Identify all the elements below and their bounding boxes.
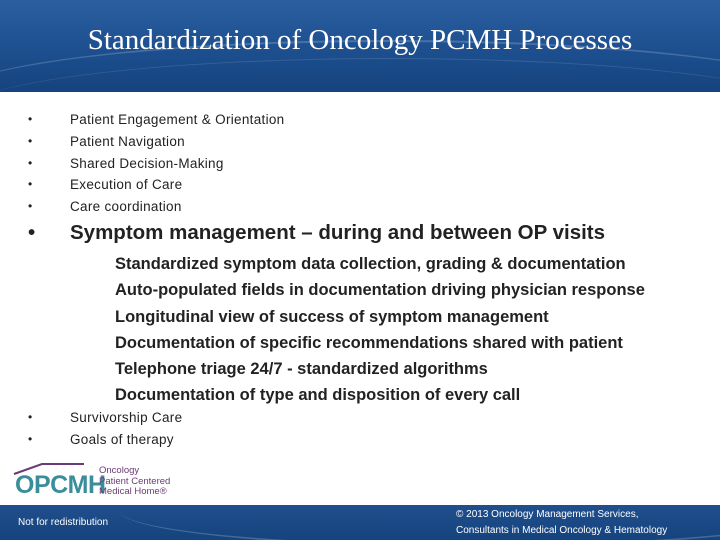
major-bullet xyxy=(28,221,605,245)
list-item: Longitudinal view of success of symptom management xyxy=(115,307,549,326)
bullet-icon: • xyxy=(28,177,33,192)
bullet-icon: • xyxy=(28,410,33,424)
copyright-text: © 2013 Oncology Management Services, Consultants in Medical Oncology & Hematology xyxy=(456,509,668,536)
bullet-icon: • xyxy=(28,133,33,148)
list-item: • Shared Decision-Making xyxy=(28,153,284,175)
list-item: Telephone triage 24/7 - standardized algorithms xyxy=(115,360,488,379)
list-item: • Execution of Care xyxy=(28,174,284,196)
bullet-icon: • xyxy=(28,221,36,244)
list-item: Standardized symptom data collection, grading & documentation xyxy=(115,255,626,273)
list-item: • Survivorship Care xyxy=(28,407,182,429)
logo-subtitle: Oncology Patient Centered Medical Home® xyxy=(99,465,171,497)
opcmh-logo xyxy=(12,462,192,502)
footer-bar xyxy=(0,505,720,540)
bullet-icon: • xyxy=(28,155,33,170)
symptom-sub-list xyxy=(115,251,645,409)
list-item: Auto-populated fields in documentation driving physician response xyxy=(115,281,645,300)
list-item: • Goals of therapy xyxy=(28,429,182,451)
list-item: • Care coordination xyxy=(28,196,284,218)
logo-wordmark: OPCMH xyxy=(15,471,106,499)
list-item: • Patient Engagement & Orientation xyxy=(28,109,284,131)
header-bar xyxy=(0,0,720,92)
list-item: Documentation of type and disposition of every call xyxy=(115,386,521,405)
closing-bullet-list xyxy=(28,407,182,451)
bullet-icon: • xyxy=(28,431,33,446)
list-item: • Patient Navigation xyxy=(28,131,284,153)
slide-title: Standardization of Oncology PCMH Processes xyxy=(87,24,633,56)
intro-bullet-list xyxy=(28,109,284,218)
list-item: Documentation of specific recommendations shared with patient xyxy=(115,333,623,352)
redistribution-notice: Not for redistribution xyxy=(18,517,109,528)
major-bullet-text: Symptom management – during and between OP visits xyxy=(70,221,606,244)
bullet-icon: • xyxy=(28,199,33,214)
bullet-icon: • xyxy=(28,112,33,126)
